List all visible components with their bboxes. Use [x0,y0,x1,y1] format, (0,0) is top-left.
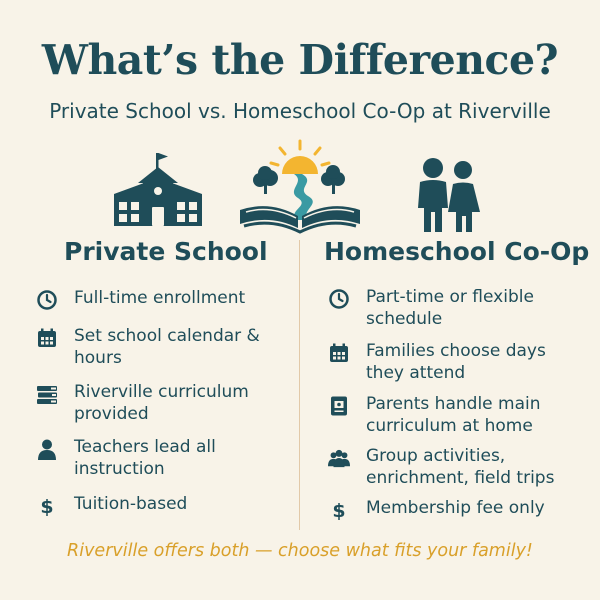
column-divider [299,240,300,530]
page-subtitle: Private School vs. Homeschool Co-Op at Riverville [49,99,551,123]
clock-icon [36,289,58,311]
svg-text:$: $ [332,500,346,521]
list-item [36,287,274,311]
list-item [36,381,274,425]
private-school-heading: Private School [64,237,268,266]
list-item-text: Tuition-based [74,494,188,514]
footer-tagline: Riverville offers both — choose what fits your family! [67,541,533,561]
list-item-text: Families choose days they attend [366,341,546,383]
dollar-icon [328,499,350,521]
list-item [36,436,274,480]
calendar-icon [36,327,58,349]
list-item [328,340,586,384]
open-book-sun-river-icon [236,138,364,234]
list-item-text: Set school calendar & hours [74,326,260,368]
schoolhouse-icon [110,150,206,228]
list-item [328,393,586,437]
list-item [328,497,586,521]
svg-text:$: $ [40,496,54,517]
book-icon [328,395,350,417]
list-item-text: Parents handle main curriculum at home [366,394,541,436]
clock-icon [328,288,350,310]
list-item [36,493,274,517]
person-icon [36,438,58,460]
homeschool-coop-heading: Homeschool Co-Op [324,237,590,266]
list-item-text: Group activities, enrichment, field trips [366,446,555,488]
books-icon [36,383,58,405]
parent-child-icon [408,156,488,232]
list-item [328,445,586,489]
list-item-text: Teachers lead all instruction [74,437,216,479]
list-item [328,286,586,330]
list-item-text: Part-time or flexible schedule [366,287,534,329]
list-item-text: Full-time enrollment [74,288,246,308]
list-item [36,325,274,369]
dollar-icon [36,495,58,517]
group-icon [328,447,350,469]
list-item-text: Membership fee only [366,498,545,518]
list-item-text: Riverville curriculum provided [74,382,249,424]
page-title: What’s the Difference? [41,36,559,84]
calendar-icon [328,342,350,364]
